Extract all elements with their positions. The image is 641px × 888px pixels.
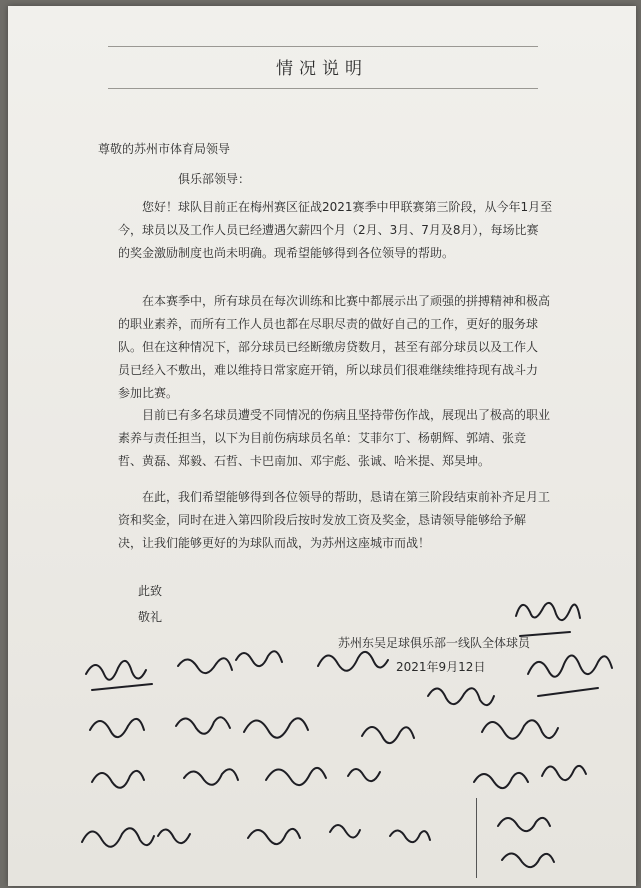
letter-date: 2021年9月12日 — [396, 660, 486, 674]
signature-mark — [178, 658, 232, 673]
signature-mark — [330, 825, 360, 838]
closing-cizhi: 此致 — [138, 584, 163, 598]
signature-mark — [542, 766, 586, 780]
signature-mark — [92, 771, 144, 788]
signature-mark — [176, 717, 230, 734]
signature-mark — [474, 773, 528, 788]
signature-mark — [498, 818, 550, 831]
document-title: 情况说明 — [276, 59, 368, 79]
paragraph-line: 员已经入不敷出，难以维持日常家庭开销，所以球员们很难继续维持现有战斗力 — [118, 363, 539, 377]
signature-mark — [244, 718, 308, 737]
signature-mark — [482, 720, 558, 739]
paragraph-line: 哲、黄磊、郑毅、石哲、卡巴南加、邓宇彪、张诚、哈米提、郑昊坤。 — [118, 454, 491, 468]
paragraph-line: 在本赛季中，所有球员在每次训练和比赛中都展示出了顽强的拼搏精神和极高 — [142, 294, 551, 308]
paragraph-line: 的奖金激励制度也尚未明确。现希望能够得到各位领导的帮助。 — [118, 246, 455, 260]
signature-mark — [362, 727, 414, 743]
signature-mark — [90, 719, 144, 737]
paragraph-line: 资和奖金，同时在进入第四阶段后按时发放工资及奖金，恳请领导能够给予解 — [118, 513, 527, 527]
paragraph-line: 队。但在这种情况下，部分球员已经断缴房贷数月，甚至有部分球员以及工作人 — [118, 340, 539, 354]
salutation: 尊敬的苏州市体育局领导 — [98, 142, 231, 156]
paragraph-line: 素养与责任担当，以下为目前伤病球员名单：艾菲尔丁、杨朝辉、郭靖、张竞 — [118, 431, 527, 445]
signature-mark — [516, 603, 580, 620]
signature-mark — [236, 651, 282, 666]
document-page — [8, 6, 636, 886]
handwritten-signatures — [8, 6, 636, 886]
paragraph-line: 参加比赛。 — [118, 386, 179, 400]
paragraph-line: 决，让我们能够更好的为球队而战，为苏州这座城市而战！ — [118, 536, 431, 550]
signature-mark — [184, 769, 238, 785]
signature-mark — [502, 853, 554, 867]
signature-mark — [92, 684, 152, 690]
signature-mark — [266, 768, 326, 785]
signature-mark — [86, 661, 146, 680]
salutation-club: 俱乐部领导： — [178, 172, 251, 186]
signature-mark — [528, 655, 612, 676]
signature-mark — [158, 829, 190, 843]
signature-mark — [520, 632, 570, 636]
closing-jingli: 敬礼 — [138, 610, 163, 624]
signature-mark — [538, 688, 598, 696]
signature-mark — [248, 829, 300, 844]
signature-mark — [348, 769, 380, 781]
paragraph-line: 的职业素养，而所有工作人员也都在尽职尽责的做好自己的工作，更好的服务球 — [118, 317, 539, 331]
paragraph-line: 在此，我们希望能够得到各位领导的帮助，恳请在第三阶段结束前补齐足月工 — [142, 490, 551, 504]
signature-divider — [476, 798, 477, 878]
sender-name: 苏州东吴足球俱乐部一线队全体球员 — [338, 636, 531, 650]
signature-mark — [82, 828, 154, 847]
signature-mark — [390, 830, 430, 842]
signature-mark — [428, 688, 494, 705]
paragraph-line: 您好！球队目前正在梅州赛区征战2021赛季中甲联赛第三阶段，从今年1月至 — [142, 200, 553, 214]
paragraph-line: 今，球员以及工作人员已经遭遇欠薪四个月（2月、3月、7月及8月），每场比赛 — [118, 223, 539, 237]
paragraph-line: 目前已有多名球员遭受不同情况的伤病且坚持带伤作战，展现出了极高的职业 — [142, 408, 551, 422]
signature-mark — [318, 652, 388, 671]
